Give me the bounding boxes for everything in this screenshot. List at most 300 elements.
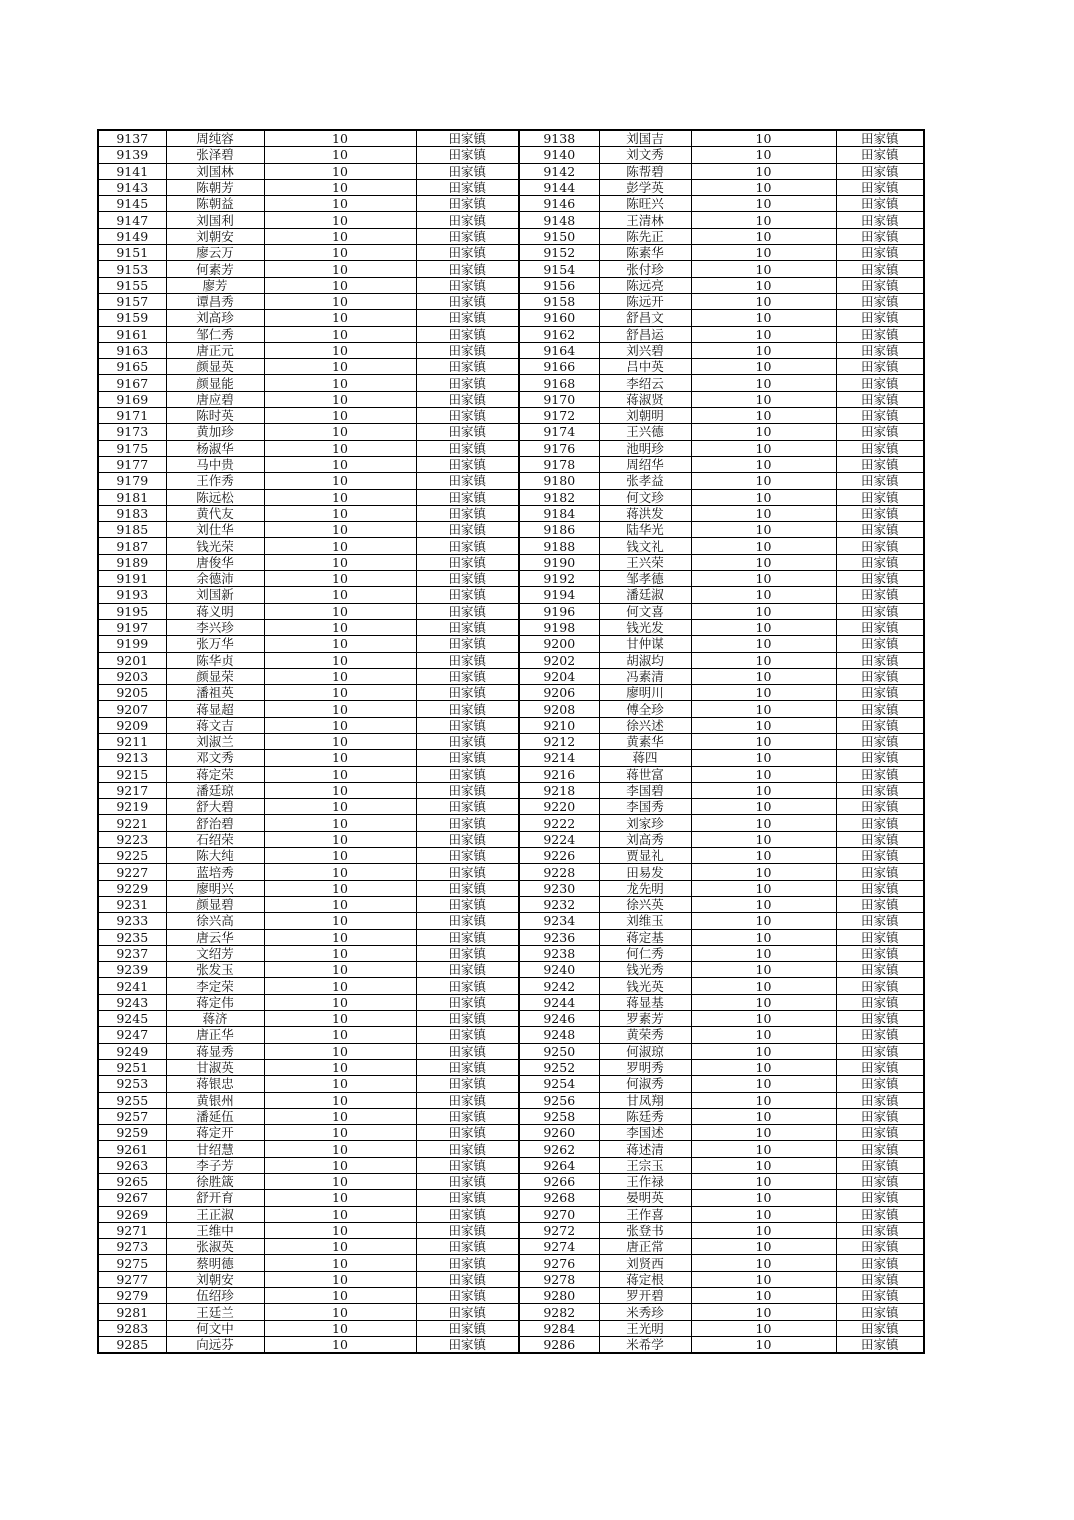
amount-cell: 10: [691, 880, 836, 896]
town-cell: 田家镇: [836, 1092, 924, 1108]
town-cell: 田家镇: [836, 1141, 924, 1157]
town-cell: 田家镇: [836, 489, 924, 505]
name-cell: 蒋洪发: [599, 505, 691, 521]
town-cell: 田家镇: [836, 163, 924, 179]
table-row: [98, 359, 924, 375]
amount-cell: 10: [264, 440, 416, 456]
record-id-cell: 9175: [98, 440, 166, 456]
record-id-cell: 9251: [98, 1059, 166, 1075]
table-row: [98, 603, 924, 619]
town-cell: 田家镇: [416, 1190, 519, 1206]
record-id-cell: 9172: [519, 408, 599, 424]
town-cell: 田家镇: [416, 685, 519, 701]
town-cell: 田家镇: [836, 815, 924, 831]
record-id-cell: 9276: [519, 1255, 599, 1271]
record-id-cell: 9162: [519, 326, 599, 342]
amount-cell: 10: [691, 424, 836, 440]
record-id-cell: 9202: [519, 652, 599, 668]
town-cell: 田家镇: [416, 766, 519, 782]
town-cell: 田家镇: [416, 1141, 519, 1157]
name-cell: 蔡明德: [166, 1255, 264, 1271]
record-id-cell: 9187: [98, 538, 166, 554]
table-row: [98, 293, 924, 309]
record-id-cell: 9266: [519, 1174, 599, 1190]
record-id-cell: 9261: [98, 1141, 166, 1157]
record-id-cell: 9249: [98, 1043, 166, 1059]
record-id-cell: 9144: [519, 179, 599, 195]
town-cell: 田家镇: [416, 864, 519, 880]
record-id-cell: 9206: [519, 685, 599, 701]
name-cell: 刘仕华: [166, 522, 264, 538]
record-id-cell: 9270: [519, 1206, 599, 1222]
table-row: [98, 766, 924, 782]
record-id-cell: 9163: [98, 342, 166, 358]
record-id-cell: 9220: [519, 799, 599, 815]
name-cell: 李国述: [599, 1125, 691, 1141]
amount-cell: 10: [264, 326, 416, 342]
record-id-cell: 9247: [98, 1027, 166, 1043]
name-cell: 刘朝安: [166, 228, 264, 244]
record-id-cell: 9212: [519, 733, 599, 749]
amount-cell: 10: [691, 473, 836, 489]
amount-cell: 10: [264, 815, 416, 831]
name-cell: 陈旺兴: [599, 196, 691, 212]
record-id-cell: 9185: [98, 522, 166, 538]
record-id-cell: 9240: [519, 962, 599, 978]
town-cell: 田家镇: [416, 1255, 519, 1271]
amount-cell: 10: [264, 1157, 416, 1173]
amount-cell: 10: [264, 929, 416, 945]
town-cell: 田家镇: [836, 342, 924, 358]
name-cell: 晏明英: [599, 1190, 691, 1206]
table-row: [98, 1206, 924, 1222]
town-cell: 田家镇: [416, 147, 519, 163]
town-cell: 田家镇: [416, 408, 519, 424]
record-id-cell: 9222: [519, 815, 599, 831]
record-id-cell: 9234: [519, 913, 599, 929]
town-cell: 田家镇: [416, 1222, 519, 1238]
name-cell: 黄代友: [166, 505, 264, 521]
name-cell: 潘祖英: [166, 685, 264, 701]
town-cell: 田家镇: [416, 505, 519, 521]
amount-cell: 10: [691, 1320, 836, 1336]
table-row: [98, 668, 924, 684]
town-cell: 田家镇: [416, 929, 519, 945]
name-cell: 蓝培秀: [166, 864, 264, 880]
record-id-cell: 9258: [519, 1108, 599, 1124]
town-cell: 田家镇: [416, 456, 519, 472]
record-id-cell: 9164: [519, 342, 599, 358]
amount-cell: 10: [691, 782, 836, 798]
amount-cell: 10: [264, 1125, 416, 1141]
record-id-cell: 9170: [519, 391, 599, 407]
name-cell: 王作禄: [599, 1174, 691, 1190]
town-cell: 田家镇: [416, 1027, 519, 1043]
town-cell: 田家镇: [836, 1076, 924, 1092]
town-cell: 田家镇: [416, 945, 519, 961]
name-cell: 钱光英: [599, 978, 691, 994]
name-cell: 唐正常: [599, 1239, 691, 1255]
town-cell: 田家镇: [416, 1059, 519, 1075]
town-cell: 田家镇: [836, 326, 924, 342]
record-id-cell: 9154: [519, 261, 599, 277]
table-row: [98, 456, 924, 472]
record-id-cell: 9178: [519, 456, 599, 472]
town-cell: 田家镇: [836, 1206, 924, 1222]
record-id-cell: 9213: [98, 750, 166, 766]
record-id-cell: 9245: [98, 1011, 166, 1027]
amount-cell: 10: [691, 408, 836, 424]
table-row: [98, 1059, 924, 1075]
name-cell: 刘国林: [166, 163, 264, 179]
amount-cell: 10: [264, 619, 416, 635]
name-cell: 陈远开: [599, 293, 691, 309]
amount-cell: 10: [264, 1320, 416, 1336]
amount-cell: 10: [264, 701, 416, 717]
name-cell: 池明珍: [599, 440, 691, 456]
amount-cell: 10: [264, 1027, 416, 1043]
record-id-cell: 9219: [98, 799, 166, 815]
amount-cell: 10: [691, 1304, 836, 1320]
town-cell: 田家镇: [416, 652, 519, 668]
name-cell: 蒋显基: [599, 994, 691, 1010]
amount-cell: 10: [691, 848, 836, 864]
town-cell: 田家镇: [836, 1336, 924, 1353]
amount-cell: 10: [264, 342, 416, 358]
amount-cell: 10: [264, 538, 416, 554]
town-cell: 田家镇: [836, 179, 924, 195]
name-cell: 彭学英: [599, 179, 691, 195]
town-cell: 田家镇: [416, 587, 519, 603]
amount-cell: 10: [264, 1271, 416, 1287]
table-row: [98, 228, 924, 244]
name-cell: 甘淑英: [166, 1059, 264, 1075]
record-id-cell: 9174: [519, 424, 599, 440]
town-cell: 田家镇: [416, 1206, 519, 1222]
name-cell: 蒋定基: [599, 929, 691, 945]
record-id-cell: 9159: [98, 310, 166, 326]
name-cell: 潘延伍: [166, 1108, 264, 1124]
amount-cell: 10: [264, 163, 416, 179]
town-cell: 田家镇: [836, 1157, 924, 1173]
name-cell: 陈朝芳: [166, 179, 264, 195]
town-cell: 田家镇: [416, 522, 519, 538]
town-cell: 田家镇: [416, 571, 519, 587]
amount-cell: 10: [691, 717, 836, 733]
record-id-cell: 9217: [98, 782, 166, 798]
name-cell: 李定荣: [166, 978, 264, 994]
amount-cell: 10: [264, 245, 416, 261]
table-row: [98, 1108, 924, 1124]
amount-cell: 10: [691, 505, 836, 521]
name-cell: 伍绍珍: [166, 1288, 264, 1304]
name-cell: 张淑英: [166, 1239, 264, 1255]
name-cell: 王兴荣: [599, 554, 691, 570]
name-cell: 李兴珍: [166, 619, 264, 635]
town-cell: 田家镇: [416, 1125, 519, 1141]
record-id-cell: 9255: [98, 1092, 166, 1108]
amount-cell: 10: [264, 277, 416, 293]
name-cell: 米希学: [599, 1336, 691, 1353]
town-cell: 田家镇: [416, 619, 519, 635]
town-cell: 田家镇: [416, 163, 519, 179]
town-cell: 田家镇: [416, 831, 519, 847]
town-cell: 田家镇: [416, 848, 519, 864]
record-id-cell: 9197: [98, 619, 166, 635]
name-cell: 蒋定根: [599, 1271, 691, 1287]
amount-cell: 10: [264, 554, 416, 570]
record-id-cell: 9248: [519, 1027, 599, 1043]
record-id-cell: 9279: [98, 1288, 166, 1304]
record-id-cell: 9232: [519, 896, 599, 912]
name-cell: 刘家珍: [599, 815, 691, 831]
name-cell: 舒开育: [166, 1190, 264, 1206]
town-cell: 田家镇: [836, 1059, 924, 1075]
record-id-cell: 9204: [519, 668, 599, 684]
record-id-cell: 9221: [98, 815, 166, 831]
record-id-cell: 9269: [98, 1206, 166, 1222]
name-cell: 徐兴高: [166, 913, 264, 929]
table-row: [98, 1288, 924, 1304]
town-cell: 田家镇: [416, 391, 519, 407]
town-cell: 田家镇: [836, 522, 924, 538]
amount-cell: 10: [691, 571, 836, 587]
name-cell: 周绍华: [599, 456, 691, 472]
amount-cell: 10: [691, 326, 836, 342]
amount-cell: 10: [691, 1206, 836, 1222]
record-id-cell: 9262: [519, 1141, 599, 1157]
name-cell: 贾显礼: [599, 848, 691, 864]
name-cell: 何文喜: [599, 603, 691, 619]
town-cell: 田家镇: [836, 440, 924, 456]
town-cell: 田家镇: [416, 293, 519, 309]
record-id-cell: 9229: [98, 880, 166, 896]
table-row: [98, 1174, 924, 1190]
record-id-cell: 9275: [98, 1255, 166, 1271]
town-cell: 田家镇: [836, 733, 924, 749]
table-row: [98, 962, 924, 978]
table-row: [98, 408, 924, 424]
amount-cell: 10: [691, 554, 836, 570]
name-cell: 蒋银忠: [166, 1076, 264, 1092]
amount-cell: 10: [264, 179, 416, 195]
table-row: [98, 489, 924, 505]
table-row: [98, 994, 924, 1010]
name-cell: 蒋济: [166, 1011, 264, 1027]
amount-cell: 10: [264, 587, 416, 603]
record-id-cell: 9239: [98, 962, 166, 978]
table-row: [98, 896, 924, 912]
name-cell: 蒋定伟: [166, 994, 264, 1010]
amount-cell: 10: [264, 1092, 416, 1108]
town-cell: 田家镇: [836, 929, 924, 945]
amount-cell: 10: [691, 1190, 836, 1206]
table-body: [98, 130, 924, 1353]
record-id-cell: 9256: [519, 1092, 599, 1108]
record-id-cell: 9200: [519, 636, 599, 652]
amount-cell: 10: [264, 864, 416, 880]
table-row: [98, 831, 924, 847]
amount-cell: 10: [264, 668, 416, 684]
town-cell: 田家镇: [416, 342, 519, 358]
record-id-cell: 9201: [98, 652, 166, 668]
name-cell: 胡淑均: [599, 652, 691, 668]
town-cell: 田家镇: [836, 1174, 924, 1190]
record-id-cell: 9273: [98, 1239, 166, 1255]
name-cell: 王作喜: [599, 1206, 691, 1222]
table-row: [98, 473, 924, 489]
town-cell: 田家镇: [836, 636, 924, 652]
town-cell: 田家镇: [416, 179, 519, 195]
record-id-cell: 9230: [519, 880, 599, 896]
amount-cell: 10: [691, 587, 836, 603]
amount-cell: 10: [264, 799, 416, 815]
record-id-cell: 9228: [519, 864, 599, 880]
town-cell: 田家镇: [836, 293, 924, 309]
name-cell: 石绍荣: [166, 831, 264, 847]
name-cell: 蒋显秀: [166, 1043, 264, 1059]
record-id-cell: 9223: [98, 831, 166, 847]
table-row: [98, 1271, 924, 1287]
town-cell: 田家镇: [836, 375, 924, 391]
town-cell: 田家镇: [836, 896, 924, 912]
table-row: [98, 864, 924, 880]
record-id-cell: 9151: [98, 245, 166, 261]
amount-cell: 10: [691, 391, 836, 407]
record-id-cell: 9238: [519, 945, 599, 961]
name-cell: 刘兴碧: [599, 342, 691, 358]
town-cell: 田家镇: [416, 1239, 519, 1255]
name-cell: 何文珍: [599, 489, 691, 505]
amount-cell: 10: [264, 1174, 416, 1190]
name-cell: 舒昌文: [599, 310, 691, 326]
table-row: [98, 799, 924, 815]
town-cell: 田家镇: [416, 962, 519, 978]
town-cell: 田家镇: [416, 130, 519, 147]
name-cell: 刘朝安: [166, 1271, 264, 1287]
table-row: [98, 261, 924, 277]
name-cell: 陈时英: [166, 408, 264, 424]
town-cell: 田家镇: [416, 994, 519, 1010]
amount-cell: 10: [264, 994, 416, 1010]
record-id-cell: 9231: [98, 896, 166, 912]
record-id-cell: 9243: [98, 994, 166, 1010]
name-cell: 刘国利: [166, 212, 264, 228]
record-id-cell: 9180: [519, 473, 599, 489]
amount-cell: 10: [264, 978, 416, 994]
record-id-cell: 9208: [519, 701, 599, 717]
town-cell: 田家镇: [416, 261, 519, 277]
name-cell: 刘维玉: [599, 913, 691, 929]
record-id-cell: 9143: [98, 179, 166, 195]
amount-cell: 10: [691, 1027, 836, 1043]
amount-cell: 10: [264, 1304, 416, 1320]
record-id-cell: 9207: [98, 701, 166, 717]
table-row: [98, 391, 924, 407]
name-cell: 王宗玉: [599, 1157, 691, 1173]
table-row: [98, 130, 924, 147]
record-id-cell: 9233: [98, 913, 166, 929]
table-row: [98, 880, 924, 896]
town-cell: 田家镇: [416, 815, 519, 831]
town-cell: 田家镇: [836, 196, 924, 212]
table-row: [98, 310, 924, 326]
record-id-cell: 9147: [98, 212, 166, 228]
town-cell: 田家镇: [836, 310, 924, 326]
name-cell: 冯素清: [599, 668, 691, 684]
amount-cell: 10: [264, 1288, 416, 1304]
name-cell: 黄荣秀: [599, 1027, 691, 1043]
table-row: [98, 1027, 924, 1043]
amount-cell: 10: [691, 1011, 836, 1027]
amount-cell: 10: [691, 701, 836, 717]
name-cell: 甘仲谋: [599, 636, 691, 652]
record-id-cell: 9183: [98, 505, 166, 521]
town-cell: 田家镇: [416, 228, 519, 244]
amount-cell: 10: [691, 685, 836, 701]
amount-cell: 10: [264, 636, 416, 652]
record-id-cell: 9285: [98, 1336, 166, 1353]
amount-cell: 10: [691, 538, 836, 554]
table-row: [98, 196, 924, 212]
amount-cell: 10: [264, 1043, 416, 1059]
record-id-cell: 9155: [98, 277, 166, 293]
town-cell: 田家镇: [416, 489, 519, 505]
amount-cell: 10: [691, 375, 836, 391]
town-cell: 田家镇: [416, 636, 519, 652]
amount-cell: 10: [691, 929, 836, 945]
amount-cell: 10: [264, 717, 416, 733]
town-cell: 田家镇: [836, 408, 924, 424]
amount-cell: 10: [691, 179, 836, 195]
name-cell: 王光明: [599, 1320, 691, 1336]
name-cell: 黄素华: [599, 733, 691, 749]
table-row: [98, 636, 924, 652]
record-id-cell: 9267: [98, 1190, 166, 1206]
amount-cell: 10: [264, 652, 416, 668]
record-id-cell: 9198: [519, 619, 599, 635]
name-cell: 陈素华: [599, 245, 691, 261]
record-id-cell: 9199: [98, 636, 166, 652]
name-cell: 李绍云: [599, 375, 691, 391]
name-cell: 张万华: [166, 636, 264, 652]
record-id-cell: 9235: [98, 929, 166, 945]
record-id-cell: 9153: [98, 261, 166, 277]
record-id-cell: 9176: [519, 440, 599, 456]
town-cell: 田家镇: [416, 782, 519, 798]
name-cell: 周纯容: [166, 130, 264, 147]
name-cell: 钱光秀: [599, 962, 691, 978]
record-id-cell: 9196: [519, 603, 599, 619]
name-cell: 甘绍慧: [166, 1141, 264, 1157]
town-cell: 田家镇: [836, 1222, 924, 1238]
amount-cell: 10: [264, 1206, 416, 1222]
record-id-cell: 9224: [519, 831, 599, 847]
town-cell: 田家镇: [836, 1108, 924, 1124]
name-cell: 钱光荣: [166, 538, 264, 554]
table-row: [98, 571, 924, 587]
amount-cell: 10: [264, 1239, 416, 1255]
town-cell: 田家镇: [416, 196, 519, 212]
record-id-cell: 9264: [519, 1157, 599, 1173]
amount-cell: 10: [264, 147, 416, 163]
record-id-cell: 9182: [519, 489, 599, 505]
name-cell: 向远芬: [166, 1336, 264, 1353]
record-id-cell: 9149: [98, 228, 166, 244]
town-cell: 田家镇: [836, 1255, 924, 1271]
record-id-cell: 9158: [519, 293, 599, 309]
name-cell: 颜显荣: [166, 668, 264, 684]
